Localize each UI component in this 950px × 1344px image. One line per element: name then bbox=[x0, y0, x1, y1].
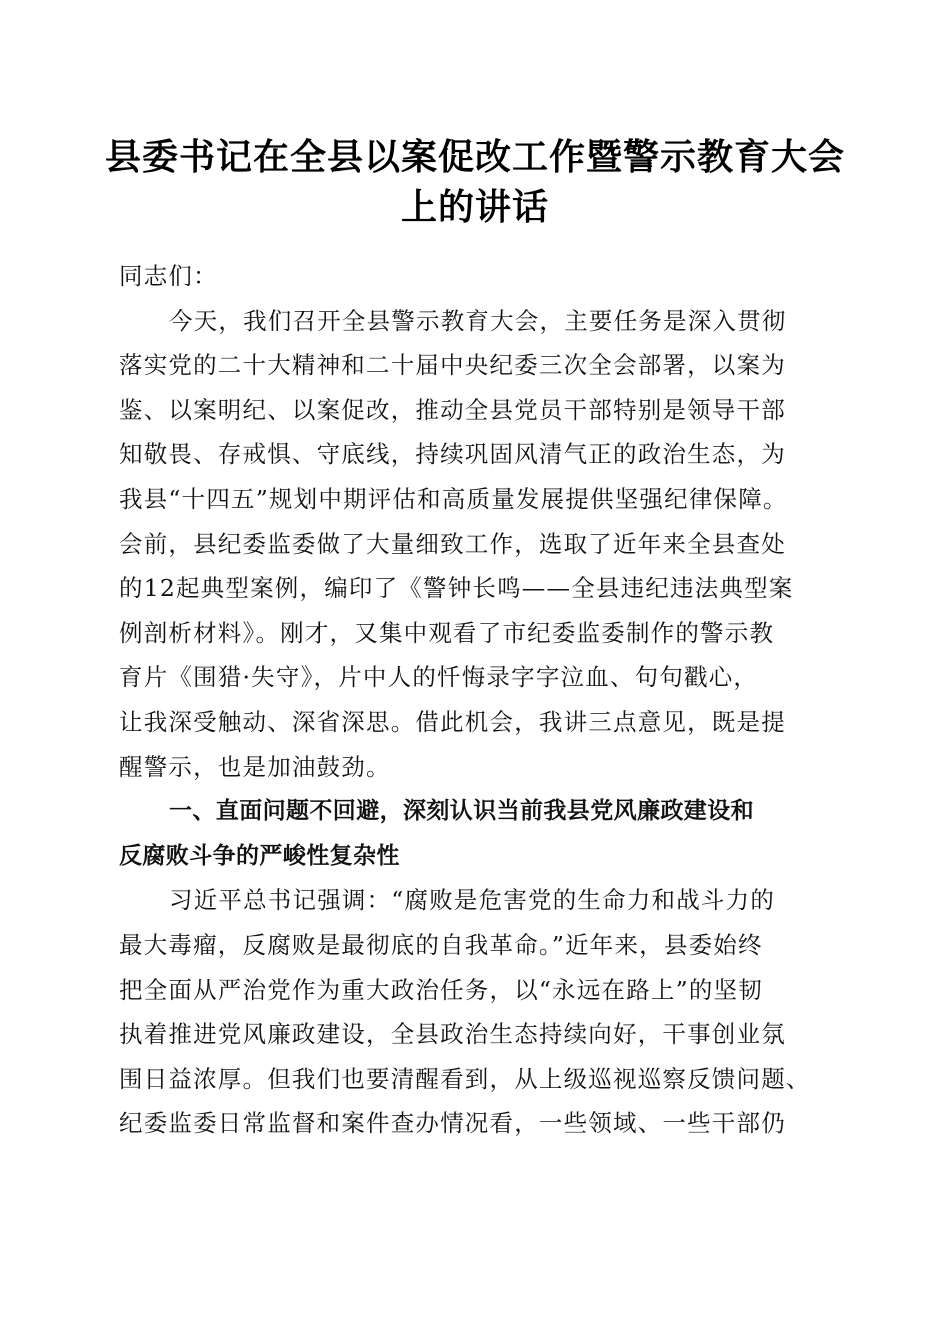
salutation: 同志们： bbox=[119, 262, 218, 290]
heading-line: 一、直面问题不回避，深刻认识当前我县党风廉政建设和 bbox=[169, 798, 754, 825]
section-heading-1 bbox=[119, 789, 831, 878]
title-line-1: 县委书记在全县以案促改工作暨警示教育大会 bbox=[104, 136, 845, 178]
document-title bbox=[100, 132, 850, 232]
paragraph-line: 执着推进党风廉政建设，全县政治生态持续向好，干事创业氛 bbox=[119, 1020, 786, 1049]
paragraph-line: 我县“十四五”规划中期评估和高质量发展提供坚强纪律保障。 bbox=[119, 484, 788, 513]
document-body bbox=[119, 254, 831, 1146]
paragraph-line: 今天，我们召开全县警示教育大会，主要任务是深入贯彻 bbox=[169, 306, 787, 335]
paragraph-line: 落实党的二十大精神和二十届中央纪委三次全会部署，以案为 bbox=[119, 351, 786, 380]
paragraph-line: 让我深受触动、深省深思。借此机会，我讲三点意见，既是提 bbox=[119, 707, 786, 736]
paragraph-line: 习近平总书记强调：“腐败是危害党的生命力和战斗力的 bbox=[169, 886, 776, 915]
title-line-2: 上的讲话 bbox=[400, 186, 549, 228]
paragraph-line: 例剖析材料》。刚才，又集中观看了市纪委监委制作的警示教 bbox=[119, 618, 775, 647]
paragraph-intro bbox=[119, 299, 831, 790]
paragraph-line: 育片《围猎·失守》，片中人的忏悔录字字泣血、句句戳心， bbox=[119, 663, 759, 692]
paragraph-section-1 bbox=[119, 878, 831, 1146]
paragraph-line: 知敬畏、存戒惧、守底线，持续巩固风清气正的政治生态，为 bbox=[119, 440, 786, 469]
paragraph-line: 把全面从严治党作为重大政治任务，以“永远在路上”的坚韧 bbox=[119, 975, 763, 1004]
paragraph-line: 最大毒瘤，反腐败是最彻底的自我革命。”近年来，县委始终 bbox=[119, 930, 763, 959]
paragraph-line: 围日益浓厚。但我们也要清醒看到，从上级巡视巡察反馈问题、 bbox=[119, 1064, 811, 1093]
paragraph-line: 鉴、以案明纪、以案促改，推动全县党员干部特别是领导干部 bbox=[119, 395, 786, 424]
paragraph-line: 醒警示，也是加油鼓劲。 bbox=[119, 752, 391, 781]
heading-line: 反腐败斗争的严峻性复杂性 bbox=[119, 842, 400, 869]
paragraph-line: 的12起典型案例，编印了《警钟长鸣——全县违纪违法典型案 bbox=[119, 574, 794, 603]
paragraph-line: 纪委监委日常监督和案件查办情况看，一些领域、一些干部仍 bbox=[119, 1109, 786, 1138]
paragraph-line: 会前，县纪委监委做了大量细致工作，选取了近年来全县查处 bbox=[119, 529, 786, 558]
